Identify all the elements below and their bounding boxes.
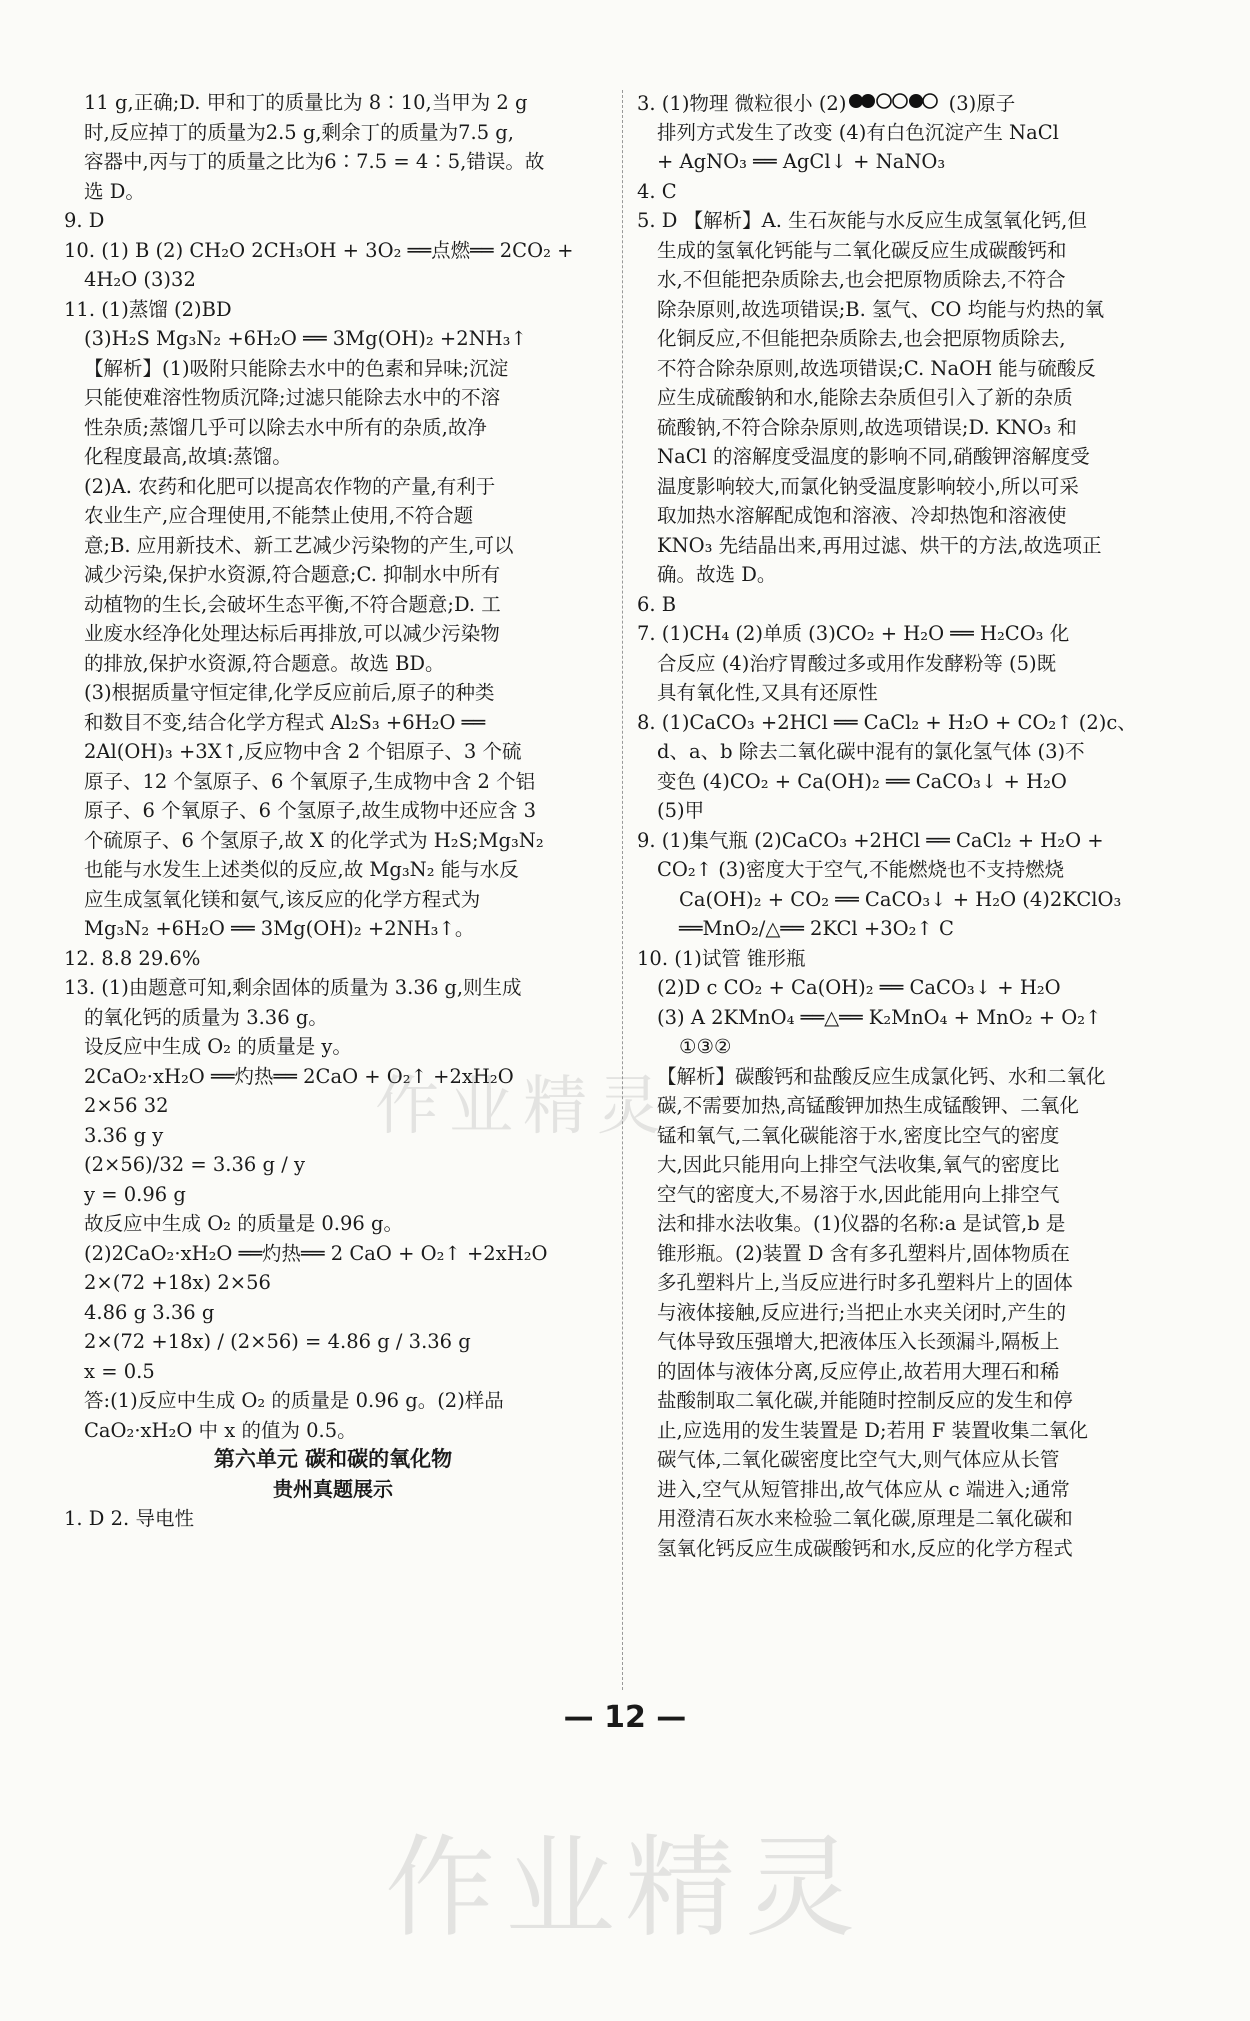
text-line: 多孔塑料片上,当反应进行时多孔塑料片上的固体	[657, 1271, 1073, 1294]
text-line: 13. (1)由题意可知,剩余固体的质量为 3.36 g,则生成	[64, 976, 522, 999]
text-line: ══MnO₂/△══ 2KCl +3O₂↑ C	[679, 917, 954, 940]
text-line: 也能与水发生上述类似的反应,故 Mg₃N₂ 能与水反	[84, 858, 519, 881]
text-line: 的排放,保护水资源,符合题意。故选 BD。	[84, 651, 445, 675]
text-line: 9. (1)集气瓶 (2)CaCO₃ +2HCl ══ CaCl₂ + H₂O +	[637, 828, 1104, 852]
text-line: 大,因此只能用向上排空气法收集,氧气的密度比	[657, 1153, 1060, 1176]
text-line: KNO₃ 先结晶出来,再用过滤、烘干的方法,故选项正	[657, 533, 1102, 557]
text-line: (3)H₂S Mg₃N₂ +6H₂O ══ 3Mg(OH)₂ +2NH₃↑	[84, 327, 527, 350]
text-line: 原子、12 个氢原子、6 个氧原子,生成物中含 2 个铝	[84, 769, 536, 793]
section-title: 第六单元 碳和碳的氧化物	[213, 1447, 453, 1471]
left-column	[64, 88, 602, 1534]
text-line: (2)D c CO₂ + Ca(OH)₂ ══ CaCO₃↓ + H₂O	[657, 976, 1061, 999]
text-line: 8. (1)CaCO₃ +2HCl ══ CaCl₂ + H₂O + CO₂↑ (2)c、	[637, 710, 1137, 734]
text-line: CO₂↑ (3)密度大于空气,不能燃烧也不支持燃烧	[657, 858, 1065, 881]
text-line: 3.36 g y	[84, 1123, 164, 1147]
answer-3-line	[637, 88, 1169, 118]
molecule-diagram	[846, 88, 942, 118]
text-line: 原子、6 个氧原子、6 个氢原子,故生成物中还应含 3	[84, 799, 537, 822]
text-line: 减少污染,保护水资源,符合题意;C. 抑制水中所有	[84, 563, 501, 586]
answer-3-suffix: (3)原子	[942, 91, 1016, 115]
text-line: 5. D 【解析】A. 生石灰能与水反应生成氢氧化钙,但	[637, 209, 1087, 232]
text-line: 盐酸制取二氧化碳,并能随时控制反应的发生和停	[657, 1389, 1073, 1412]
text-line: 止,应选用的发生装置是 D;若用 F 装置收集二氧化	[657, 1418, 1089, 1442]
text-line: y = 0.96 g	[84, 1182, 186, 1206]
text-line: 氢氧化钙反应生成碳酸钙和水,反应的化学方程式	[657, 1536, 1073, 1560]
text-line: 选 D。	[84, 179, 145, 203]
watermark-bottom: 作业精灵	[385, 1824, 865, 1952]
text-line: 水,不但能把杂质除去,也会把原物质除去,不符合	[657, 268, 1066, 291]
text-line: 应生成硫酸钠和水,能除去杂质但引入了新的杂质	[657, 386, 1073, 409]
text-line: 具有氧化性,又具有还原性	[657, 681, 878, 704]
text-line: 生成的氢氧化钙能与二氧化碳反应生成碳酸钙和	[657, 238, 1067, 262]
text-line: 和数目不变,结合化学方程式 Al₂S₃ +6H₂O ══	[84, 710, 486, 734]
text-line: 2×(72 +18x) 2×56	[84, 1271, 271, 1294]
text-line: 的固体与液体分离,反应停止,故若用大理石和稀	[657, 1359, 1060, 1383]
text-line: 意;B. 应用新技术、新工艺减少污染物的产生,可以	[84, 533, 514, 557]
text-line: 答:(1)反应中生成 O₂ 的质量是 0.96 g。(2)样品	[84, 1389, 504, 1412]
section-subtitle: 贵州真题展示	[273, 1476, 393, 1501]
text-line: 锥形瓶。(2)装置 D 含有多孔塑料片,固体物质在	[657, 1241, 1070, 1265]
text-line: 硫酸钠,不符合除杂原则,故选项错误;D. KNO₃ 和	[657, 415, 1077, 439]
text-line: (2)A. 农药和化肥可以提高农作物的产量,有利于	[84, 474, 496, 498]
text-line: 动植物的生长,会破坏生态平衡,不符合题意;D. 工	[84, 592, 501, 616]
text-line: 4.86 g 3.36 g	[84, 1300, 215, 1324]
text-line: + AgNO₃ ══ AgCl↓ + NaNO₃	[657, 150, 946, 173]
text-line: 应生成氢氧化镁和氨气,该反应的化学方程式为	[84, 887, 481, 911]
text-line: 11. (1)蒸馏 (2)BD	[64, 297, 232, 321]
text-line: 进入,空气从短管排出,故气体应从 c 端进入;通常	[657, 1477, 1070, 1501]
text-line: (5)甲	[657, 799, 705, 822]
text-line: 法和排水法收集。(1)仪器的名称:a 是试管,b 是	[657, 1212, 1066, 1235]
column-divider	[622, 90, 623, 1690]
text-line: 合反应 (4)治疗胃酸过多或用作发酵粉等 (5)既	[657, 651, 1057, 675]
text-line: 除杂原则,故选项错误;B. 氢气、CO 均能与灼热的氧	[657, 297, 1105, 321]
text-line: 时,反应掉丁的质量为2.5 g,剩余丁的质量为7.5 g,	[84, 120, 514, 144]
text-line: 6. B	[637, 592, 677, 616]
text-line: 化铜反应,不但能把杂质除去,也会把原物质除去,	[657, 327, 1066, 350]
text-line: 业废水经净化处理达标后再排放,可以减少污染物	[84, 622, 500, 645]
text-line: 【解析】碳酸钙和盐酸反应生成氯化钙、水和二氧化	[657, 1064, 1106, 1088]
text-line: 2×(72 +18x) / (2×56) = 4.86 g / 3.36 g	[84, 1330, 471, 1353]
text-line: 锰和氧气,二氧化碳能溶于水,密度比空气的密度	[657, 1123, 1060, 1147]
text-line: d、a、b 除去二氧化碳中混有的氯化氢气体 (3)不	[657, 740, 1085, 763]
text-line: 化程度最高,故填:蒸馏。	[84, 445, 292, 468]
right-column	[637, 88, 1169, 1563]
text-line: 故反应中生成 O₂ 的质量是 0.96 g。	[84, 1212, 403, 1235]
text-line: (3) A 2KMnO₄ ══△══ K₂MnO₄ + MnO₂ + O₂↑	[657, 1005, 1102, 1029]
text-line: (2×56)/32 = 3.36 g / y	[84, 1153, 305, 1176]
text-line: ①③②	[679, 1035, 732, 1058]
text-line: (3)根据质量守恒定律,化学反应前后,原子的种类	[84, 681, 495, 704]
text-line: 的氧化钙的质量为 3.36 g。	[84, 1005, 328, 1029]
text-line: 个硫原子、6 个氢原子,故 X 的化学式为 H₂S;Mg₃N₂	[84, 828, 544, 852]
text-line: 设反应中生成 O₂ 的质量是 y。	[84, 1035, 352, 1058]
text-line: 1. D 2. 导电性	[64, 1507, 194, 1530]
text-line: 碳,不需要加热,高锰酸钾加热生成锰酸钾、二氧化	[657, 1094, 1079, 1117]
text-line: Ca(OH)₂ + CO₂ ══ CaCO₃↓ + H₂O (4)2KClO₃	[679, 887, 1122, 911]
text-line: 12. 8.8 29.6%	[64, 946, 201, 970]
text-line: 变色 (4)CO₂ + Ca(OH)₂ ══ CaCO₃↓ + H₂O	[657, 769, 1067, 793]
text-line: 11 g,正确;D. 甲和丁的质量比为 8∶10,当甲为 2 g	[84, 91, 528, 114]
text-line: 只能使难溶性物质沉降;过滤只能除去水中的不溶	[84, 386, 501, 409]
text-line: 7. (1)CH₄ (2)单质 (3)CO₂ + H₂O ══ H₂CO₃ 化	[637, 622, 1070, 645]
text-line: (2)2CaO₂·xH₂O ══灼热══ 2 CaO + O₂↑ +2xH₂O	[84, 1241, 548, 1265]
text-line: 温度影响较大,而氯化钠受温度影响较小,所以可采	[657, 474, 1079, 498]
text-line: 用澄清石灰水来检验二氧化碳,原理是二氧化碳和	[657, 1507, 1073, 1530]
text-line: 碳气体,二氧化碳密度比空气大,则气体应从长管	[657, 1448, 1060, 1471]
text-line: NaCl 的溶解度受温度的影响不同,硝酸钾溶解度受	[657, 445, 1090, 468]
text-line: 4. C	[637, 179, 677, 203]
text-line: 取加热水溶解配成饱和溶液、冷却热饱和溶液使	[657, 504, 1067, 527]
answer-3-prefix: 3. (1)物理 微粒很小 (2)	[637, 91, 847, 115]
page-number: — 12 —	[563, 1700, 687, 1735]
text-line: 2Al(OH)₃ +3X↑,反应物中含 2 个铝原子、3 个硫	[84, 740, 522, 763]
text-line: 气体导致压强增大,把液体压入长颈漏斗,隔板上	[657, 1330, 1060, 1353]
text-line: 农业生产,应合理使用,不能禁止使用,不符合题	[84, 504, 474, 527]
text-line: 确。故选 D。	[657, 563, 777, 586]
text-line: Mg₃N₂ +6H₂O ══ 3Mg(OH)₂ +2NH₃↑。	[84, 917, 475, 940]
text-line: CaO₂·xH₂O 中 x 的值为 0.5。	[84, 1418, 357, 1442]
text-line: 2CaO₂·xH₂O ══灼热══ 2CaO + O₂↑ +2xH₂O	[84, 1064, 514, 1088]
text-line: 容器中,丙与丁的质量之比为6∶7.5 = 4∶5,错误。故	[84, 150, 545, 173]
text-line: x = 0.5	[84, 1359, 155, 1383]
text-line: 9. D	[64, 209, 105, 232]
text-line: 2×56 32	[84, 1094, 169, 1117]
text-line: 与液体接触,反应进行;当把止水夹关闭时,产生的	[657, 1300, 1066, 1324]
text-line: 【解析】(1)吸附只能除去水中的色素和异味;沉淀	[84, 356, 509, 380]
text-line: 空气的密度大,不易溶于水,因此能用向上排空气	[657, 1182, 1060, 1206]
text-line: 10. (1)试管 锥形瓶	[637, 946, 806, 970]
text-line: 4H₂O (3)32	[84, 268, 196, 291]
text-line: 10. (1) B (2) CH₂O 2CH₃OH + 3O₂ ══点燃══ 2CO₂ +	[64, 238, 574, 262]
text-line: 不符合除杂原则,故选项错误;C. NaOH 能与硫酸反	[657, 356, 1096, 380]
text-line: 性杂质;蒸馏几乎可以除去水中所有的杂质,故净	[84, 415, 487, 439]
watermark-center: 作业精灵	[375, 1070, 671, 1144]
text-line: 排列方式发生了改变 (4)有白色沉淀产生 NaCl	[657, 120, 1059, 144]
